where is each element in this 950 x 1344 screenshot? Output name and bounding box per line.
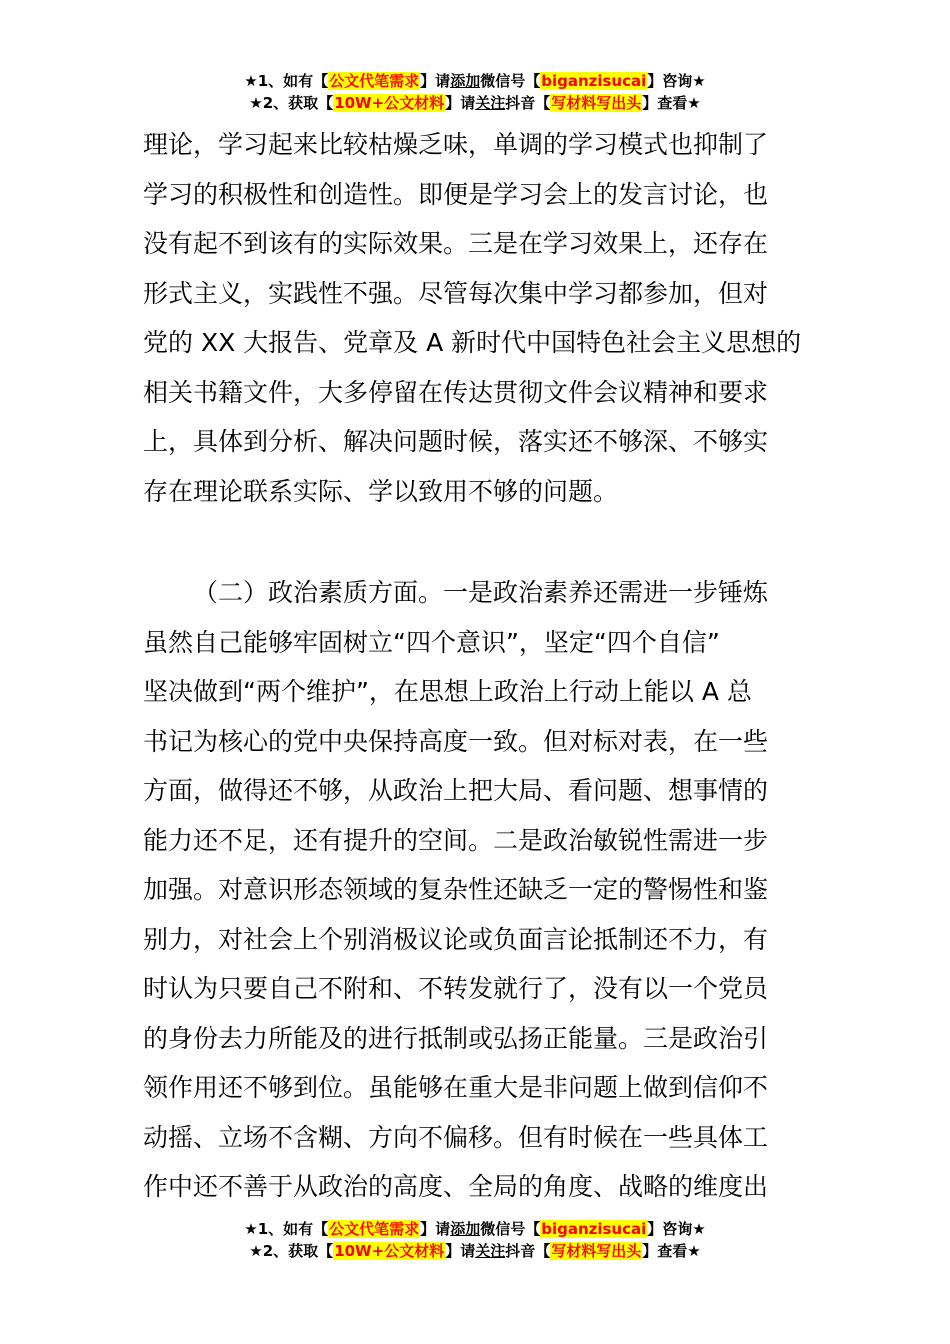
footer-line-2	[0, 1240, 950, 1262]
header-line-2-highlight-douyin: 写材料写出头	[551, 94, 642, 112]
header-line-1-highlight-wechat: biganzisucai	[541, 72, 647, 90]
text-line: 方面，做得还不够，从政治上把大局、看问题、想事情的	[143, 776, 769, 805]
header-line-1-prefix: ★1、如有【	[244, 72, 329, 90]
header-line-1	[0, 70, 950, 92]
footer-line-2-underlined: 关注	[475, 1242, 506, 1260]
text-line: 领作用还不够到位。虽能够在重大是非问题上做到信仰不	[143, 1073, 769, 1102]
text-line: 存在理论联系实际、学以致用不够的问题。	[143, 476, 619, 506]
text-line: 坚决做到“两个维护”，在思想上政治上行动上能以 A 总	[143, 677, 752, 706]
paragraph-1	[143, 120, 811, 516]
footer-banner	[0, 1218, 950, 1262]
text-line: 没有起不到该有的实际效果。三是在学习效果上，还存在	[143, 229, 769, 258]
text-line: 加强。对意识形态领域的复杂性还缺乏一定的警惕性和鉴	[143, 875, 769, 904]
text-line: 虽然自己能够牢固树立“四个意识”，坚定“四个自信”	[143, 627, 720, 657]
footer-line-1-suffix: 】咨询★	[647, 1220, 706, 1238]
text-line: 书记为核心的党中央保持高度一致。但对标对表，在一些	[143, 726, 769, 756]
text-line: 学习的积极性和创造性。即便是学习会上的发言讨论，也	[143, 179, 769, 209]
text-line: 别力，对社会上个别消极议论或负面言论抵制还不力，有	[143, 924, 769, 954]
footer-line-1	[0, 1218, 950, 1240]
header-line-1-underlined: 添加	[450, 72, 481, 90]
header-line-2	[0, 92, 950, 114]
footer-line-1-underlined: 添加	[450, 1220, 481, 1238]
paragraph-2	[143, 568, 811, 1212]
text-line: 能力还不足，还有提升的空间。二是政治敏锐性需进一步	[143, 825, 769, 855]
header-banner	[0, 70, 950, 114]
footer-line-1-highlight-service: 公文代笔需求	[329, 1220, 420, 1238]
text-line: 理论，学习起来比较枯燥乏味，单调的学习模式也抑制了	[143, 130, 769, 159]
footer-line-2-suffix: 】查看★	[642, 1242, 701, 1260]
text-line: 党的 XX 大报告、党章及 A 新时代中国特色社会主义思想的	[143, 328, 802, 357]
header-line-2-suffix: 】查看★	[642, 94, 701, 112]
text-line: 时认为只要自己不附和、不转发就行了，没有以一个党员	[143, 974, 769, 1003]
header-line-2-underlined: 关注	[475, 94, 506, 112]
header-line-1-mid: 】请	[420, 72, 451, 90]
footer-line-2-mid2: 抖音【	[505, 1242, 551, 1260]
footer-line-1-mid: 】请	[420, 1220, 451, 1238]
header-line-2-mid2: 抖音【	[505, 94, 551, 112]
section-heading-line: （二）政治素质方面。一是政治素养还需进一步锤炼	[193, 578, 769, 607]
text-line: 形式主义，实践性不强。尽管每次集中学习都参加，但对	[143, 278, 769, 308]
footer-line-2-mid: 】请	[445, 1242, 476, 1260]
header-line-1-suffix: 】咨询★	[647, 72, 706, 90]
text-line: 上，具体到分析、解决问题时候，落实还不够深、不够实	[143, 427, 769, 456]
footer-line-2-highlight-materials: 10W+公文材料	[334, 1242, 445, 1260]
header-line-1-highlight-service: 公文代笔需求	[329, 72, 420, 90]
text-line: 作中还不善于从政治的高度、全局的角度、战略的维度出	[143, 1172, 769, 1201]
header-line-2-prefix: ★2、获取【	[249, 94, 334, 112]
header-line-2-highlight-materials: 10W+公文材料	[334, 94, 445, 112]
footer-line-1-highlight-wechat: biganzisucai	[541, 1220, 647, 1238]
text-line: 的身份去力所能及的进行抵制或弘扬正能量。三是政治引	[143, 1023, 769, 1053]
footer-line-1-prefix: ★1、如有【	[244, 1220, 329, 1238]
footer-line-2-highlight-douyin: 写材料写出头	[551, 1242, 642, 1260]
text-line: 动摇、立场不含糊、方向不偏移。但有时候在一些具体工	[143, 1122, 769, 1152]
footer-line-1-mid2: 微信号【	[480, 1220, 541, 1238]
footer-line-2-prefix: ★2、获取【	[249, 1242, 334, 1260]
header-line-2-mid: 】请	[445, 94, 476, 112]
text-line: 相关书籍文件，大多停留在传达贯彻文件会议精神和要求	[143, 377, 769, 407]
header-line-1-mid2: 微信号【	[480, 72, 541, 90]
